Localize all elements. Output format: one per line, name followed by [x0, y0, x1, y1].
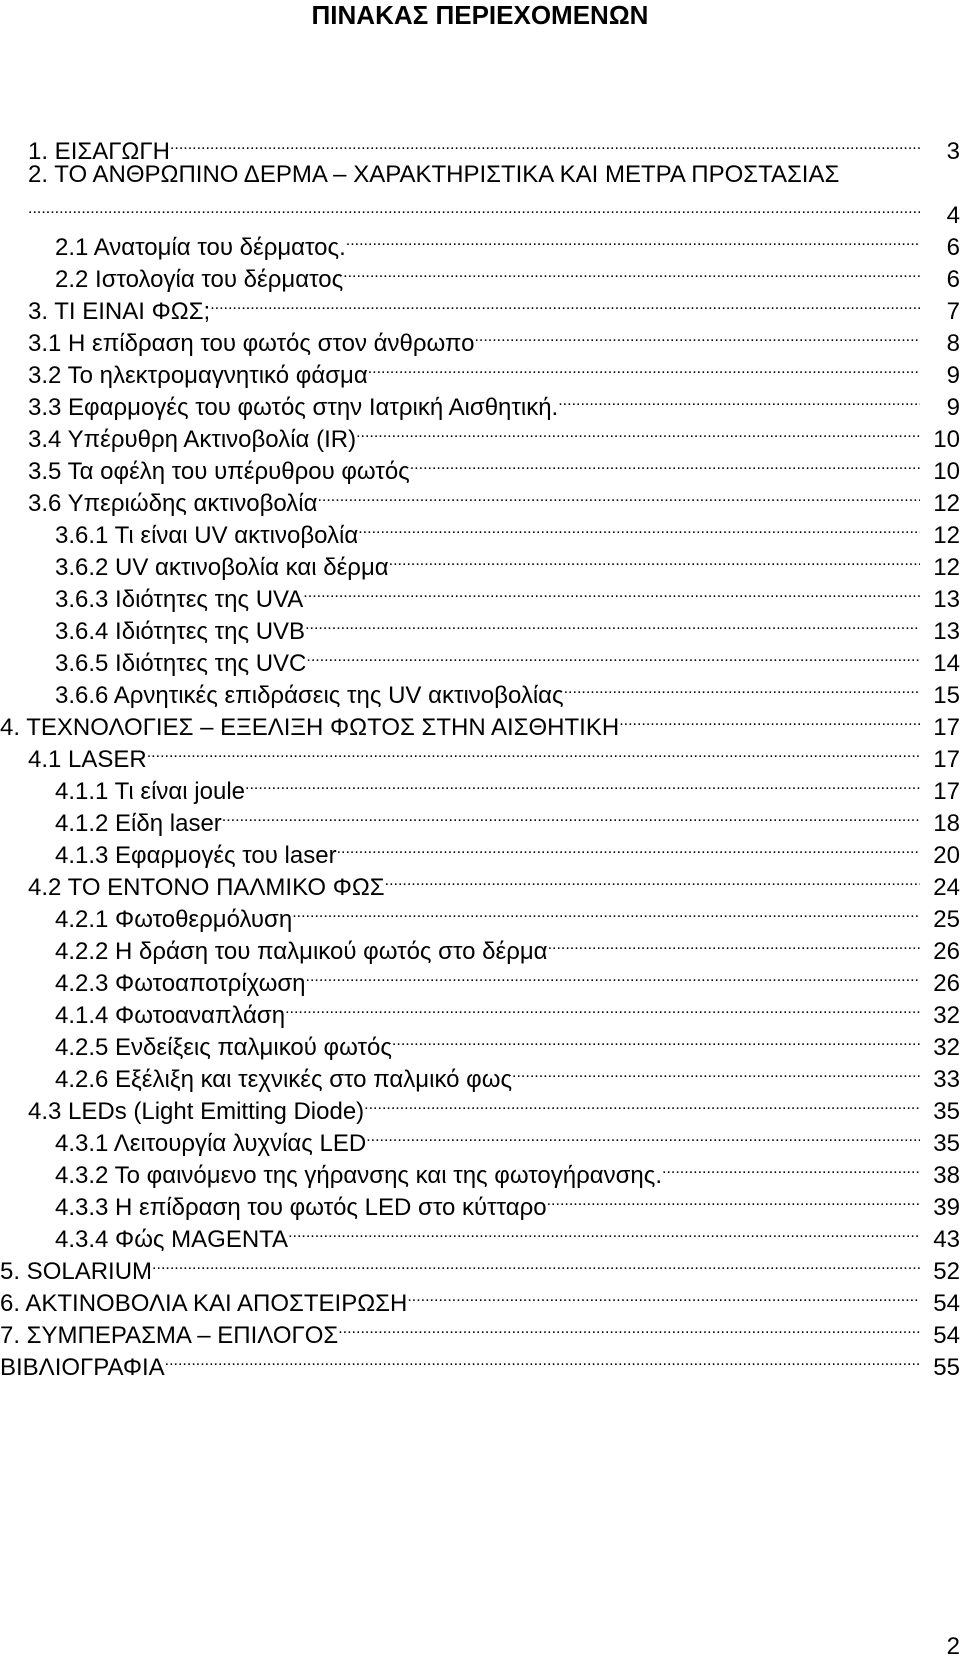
toc-entry-title: 4.1 LASER: [28, 746, 147, 773]
dot-leader: [288, 1215, 920, 1247]
toc-entry-title: 2.2 Ιστολογία του δέρματος: [55, 266, 344, 293]
toc-entry-page: 39: [933, 1194, 960, 1221]
table-of-contents: [0, 127, 960, 1381]
dot-leader: [210, 287, 920, 319]
toc-entry-page: 8: [946, 330, 960, 357]
toc-entry-page: 55: [933, 1354, 960, 1381]
toc-entry-page: 35: [933, 1130, 960, 1157]
dot-leader: [410, 447, 920, 479]
toc-entry-page: 13: [933, 586, 960, 613]
dot-leader: [564, 671, 920, 703]
toc-entry-title: 4.2 ΤΟ ΕΝΤΟΝΟ ΠΑΛΜΙΚΟ ΦΩΣ: [28, 874, 385, 901]
toc-entry-title: ΒΙΒΛΙΟΓΡΑΦΙΑ: [0, 1354, 165, 1381]
dot-leader: [306, 639, 920, 671]
toc-entry-title: 4.2.3 Φωτοαποτρίχωση: [55, 970, 306, 997]
toc-entry-page: 25: [933, 906, 960, 933]
toc-entry-page: 4: [946, 202, 960, 229]
toc-entry-page: 15: [933, 682, 960, 709]
dot-leader: [366, 1119, 920, 1151]
toc-entry-page: 13: [933, 618, 960, 645]
toc-entry-title: 4. ΤΕΧΝΟΛΟΓΙΕΣ – ΕΞΕΛΙΞΗ ΦΩΤΟΣ ΣΤΗΝ ΑΙΣΘΗΤΙΚΗ: [0, 714, 620, 741]
dot-leader: [28, 191, 920, 223]
toc-entry-title: 4.1.1 Τι είναι joule: [55, 778, 245, 805]
dot-leader: [358, 511, 920, 543]
toc-entry-title: 4.2.5 Ενδείξεις παλμικού φωτός: [55, 1034, 392, 1061]
dot-leader: [292, 895, 920, 927]
dot-leader: [474, 319, 920, 351]
dot-leader: [407, 1279, 920, 1311]
dot-leader: [548, 927, 920, 959]
toc-entry-page: 24: [933, 874, 960, 901]
toc-entry-title: 3.5 Τα οφέλη του υπέρυθρου φωτός: [28, 458, 410, 485]
dot-leader: [285, 991, 920, 1023]
dot-leader: [558, 383, 920, 415]
toc-entry-page: 33: [933, 1066, 960, 1093]
dot-leader: [364, 1087, 920, 1119]
toc-entry[interactable]: [0, 223, 960, 261]
toc-entry-page: 9: [946, 394, 960, 421]
toc-entry-page: 43: [933, 1226, 960, 1253]
toc-entry-title: 5. SOLARIUM: [0, 1258, 153, 1285]
dot-leader: [368, 351, 920, 383]
dot-leader: [306, 959, 921, 991]
toc-entry-title: 7. ΣΥΜΠΕΡΑΣΜΑ – ΕΠΙΛΟΓΟΣ: [0, 1322, 339, 1349]
toc-entry-title: 2. ΤΟ ΑΝΘΡΩΠΙΝΟ ΔΕΡΜΑ – ΧΑΡΑΚΤΗΡΙΣΤΙΚΑ ΚΑΙ ΜΕΤΡΑ ΠΡΟΣΤΑΣΙΑΣ: [28, 161, 840, 188]
toc-entry-title: 3.6.2 UV ακτινοβολία και δέρμα: [55, 554, 389, 581]
toc-entry-title: 3.2 Το ηλεκτρομαγνητικό φάσμα: [28, 362, 368, 389]
dot-leader: [337, 831, 920, 863]
toc-entry-page: 35: [933, 1098, 960, 1125]
dot-leader: [338, 1311, 920, 1343]
toc-entry-title: 6. ΑΚΤΙΝΟΒΟΛΙΑ ΚΑΙ ΑΠΟΣΤΕΙΡΩΣΗ: [0, 1290, 408, 1317]
toc-entry[interactable]: [0, 127, 960, 165]
page-number: 2: [946, 1633, 960, 1660]
toc-entry-page: 54: [933, 1290, 960, 1317]
toc-entry-title: 3.6.5 Ιδιότητες της UVC: [55, 650, 307, 677]
toc-entry-page: 14: [933, 650, 960, 677]
toc-entry-title: 4.3.1 Λειτουργία λυχνίας LED: [55, 1130, 367, 1157]
toc-entry-title: 3.6.4 Ιδιότητες της UVB: [55, 618, 306, 645]
toc-entry-page: 6: [946, 234, 960, 261]
dot-leader: [170, 127, 920, 159]
toc-entry-page: 17: [933, 746, 960, 773]
dot-leader: [512, 1055, 920, 1087]
toc-entry-page: 10: [933, 458, 960, 485]
dot-leader: [343, 255, 920, 287]
toc-entry-page: 26: [933, 970, 960, 997]
dot-leader: [356, 415, 920, 447]
toc-entry-page: 9: [946, 362, 960, 389]
dot-leader: [392, 1023, 920, 1055]
toc-entry-title: 3.6 Υπεριώδης ακτινοβολία: [28, 490, 318, 517]
dot-leader: [547, 1183, 920, 1215]
toc-entry-page: 52: [933, 1258, 960, 1285]
dot-leader: [245, 767, 920, 799]
toc-entry-title: 3.4 Υπέρυθρη Ακτινοβολία (IR): [28, 426, 357, 453]
toc-entry-title: 3. ΤΙ ΕΙΝΑΙ ΦΩΣ;: [28, 298, 211, 325]
toc-entry-page: 38: [933, 1162, 960, 1189]
toc-entry-title: 4.2.2 Η δράση του παλμικού φωτός στο δέρμα: [55, 938, 548, 965]
toc-entry-title: 4.1.3 Εφαρμογές του laser: [55, 842, 337, 869]
dot-leader: [662, 1151, 920, 1183]
dot-leader: [385, 863, 920, 895]
toc-entry-page: 6: [946, 266, 960, 293]
toc-entry-page: 20: [933, 842, 960, 869]
dot-leader: [303, 575, 920, 607]
toc-entry-page: 10: [933, 426, 960, 453]
dot-leader: [152, 1247, 920, 1279]
dot-leader: [317, 479, 920, 511]
toc-entry-page: 32: [933, 1002, 960, 1029]
toc-entry-page: 17: [933, 778, 960, 805]
dot-leader: [222, 799, 920, 831]
toc-entry-title: 4.3.3 Η επίδραση του φωτός LED στο κύτταρο: [55, 1194, 547, 1221]
toc-entry-title: 3.6.6 Αρνητικές επιδράσεις της UV ακτινοβολίας: [55, 682, 564, 709]
toc-entry-page: 7: [946, 298, 960, 325]
toc-entry-page: 12: [933, 490, 960, 517]
toc-entry-title: 4.2.1 Φωτοθερμόλυση: [55, 906, 293, 933]
toc-entry-page: 54: [933, 1322, 960, 1349]
toc-entry-title: 2.1 Ανατομία του δέρματος.: [55, 234, 346, 261]
dot-leader: [165, 1343, 920, 1375]
toc-entry-page: 17: [933, 714, 960, 741]
toc-entry-page: 18: [933, 810, 960, 837]
dot-leader: [346, 223, 920, 255]
dot-leader: [147, 735, 920, 767]
toc-entry-title: 4.2.6 Εξέλιξη και τεχνικές στο παλμικό φως: [55, 1066, 513, 1093]
toc-entry-title: 3.6.1 Τι είναι UV ακτινοβολία: [55, 522, 359, 549]
toc-entry-page: 3: [946, 138, 960, 165]
toc-entry-page: 12: [933, 554, 960, 581]
toc-entry-title: 1. ΕΙΣΑΓΩΓΗ: [28, 138, 170, 165]
toc-entry-title: 3.6.3 Ιδιότητες της UVA: [55, 586, 304, 613]
toc-entry-title: 4.3.4 Φώς MAGENTA: [55, 1226, 289, 1253]
toc-entry-title: 3.1 Η επίδραση του φωτός στον άνθρωπο: [28, 330, 475, 357]
dot-leader: [389, 543, 920, 575]
toc-entry-title: 4.3.2 Το φαινόμενο της γήρανσης και της φωτογήρανσης.: [55, 1162, 663, 1189]
toc-entry-page: 26: [933, 938, 960, 965]
toc-entry-page: 32: [933, 1034, 960, 1061]
toc-entry-title: 4.1.2 Είδη laser: [55, 810, 222, 837]
dot-leader: [619, 703, 920, 735]
toc-title: ΠΙΝΑΚΑΣ ΠΕΡΙΕΧΟΜΕΝΩΝ: [311, 0, 649, 30]
toc-entry[interactable]: [0, 159, 960, 229]
toc-entry-page: 12: [933, 522, 960, 549]
dot-leader: [305, 607, 920, 639]
toc-entry-title: 3.3 Εφαρμογές του φωτός στην Ιατρική Αισθητική.: [28, 394, 559, 421]
toc-entry-title: 4.3 LEDs (Light Emitting Diode): [28, 1098, 365, 1125]
toc-entry-title: 4.1.4 Φωτοαναπλάση: [55, 1002, 286, 1029]
